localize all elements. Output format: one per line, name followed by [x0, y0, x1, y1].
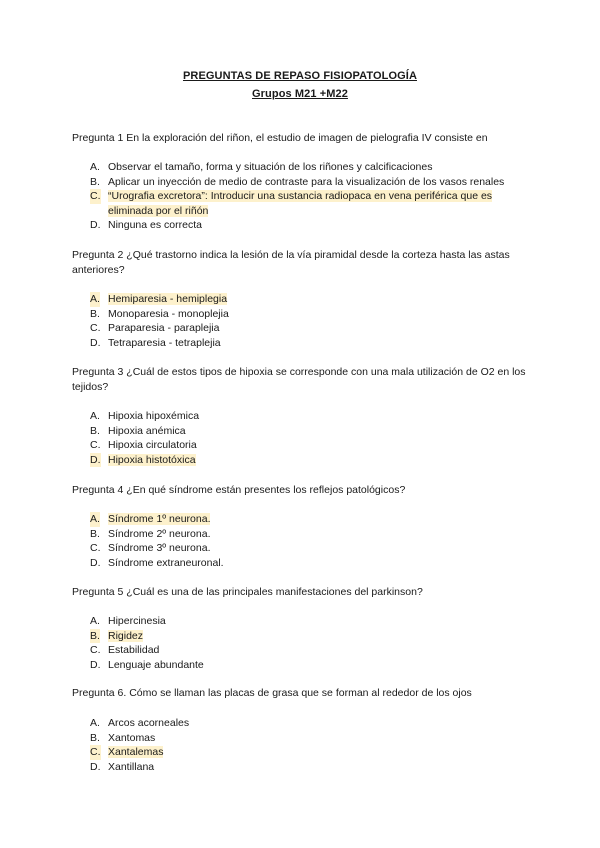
- option-text: Ninguna es correcta: [108, 219, 202, 232]
- question-5-options: [90, 614, 535, 672]
- option-letter: D.: [90, 760, 101, 773]
- option-text: Hipoxia anémica: [108, 424, 186, 437]
- option-text: Hipoxia hipoxémica: [108, 410, 200, 422]
- question-4-text: Pregunta 4 ¿En qué síndrome están presentes los reflejos patológicos?: [72, 484, 406, 496]
- question-3-text: Pregunta 3 ¿Cuál de estos tipos de hipoxia se corresponde con una mala utilización de O2 en los tejidos?: [72, 366, 526, 393]
- question-2-text: Pregunta 2 ¿Qué trastorno indica la lesión de la vía piramidal desde la corteza hasta las astas anteriores?: [72, 249, 510, 276]
- option-d: [90, 556, 535, 571]
- option-a: [90, 160, 535, 175]
- question-4-options: [90, 512, 535, 570]
- option-text: Arcos acorneales: [108, 717, 190, 729]
- option-text: Hipercinesia: [108, 615, 166, 627]
- option-d: [90, 658, 535, 673]
- option-text: Hipoxia circulatoria: [108, 439, 197, 452]
- option-b: [90, 527, 535, 542]
- option-letter: A.: [90, 717, 100, 729]
- option-c: [90, 438, 535, 453]
- option-text-highlighted: Síndrome 1º neurona.: [108, 513, 211, 525]
- option-a-correct: [90, 512, 535, 527]
- option-letter: B.: [90, 424, 100, 437]
- option-letter: B.: [90, 731, 100, 744]
- option-d: [90, 336, 535, 351]
- option-c: [90, 643, 535, 658]
- option-letter: A.: [90, 410, 100, 422]
- option-c: [90, 321, 535, 336]
- option-letter: D.: [90, 336, 101, 349]
- option-letter: A.: [90, 615, 100, 627]
- option-text-highlighted: Hemiparesia - hemiplegia: [108, 293, 228, 305]
- option-c-correct: [90, 189, 535, 218]
- question-6-options: [90, 716, 535, 774]
- option-d: [90, 760, 535, 775]
- option-text: Síndrome 3º neurona.: [108, 542, 211, 555]
- option-text-highlighted: Hipoxia histotóxica: [108, 453, 196, 466]
- document-subtitle: Grupos M21 +M22: [252, 88, 348, 100]
- option-letter: C.: [90, 322, 101, 335]
- option-letter: A.: [90, 161, 100, 173]
- option-b: [90, 731, 535, 746]
- option-letter: A.: [90, 513, 100, 525]
- question-1-options: [90, 160, 535, 233]
- option-letter: B.: [90, 629, 100, 642]
- option-letter: D.: [90, 219, 101, 232]
- option-letter: C.: [90, 746, 101, 759]
- option-b: [90, 424, 535, 439]
- option-text: Xantillana: [108, 760, 155, 773]
- option-text: Observar el tamaño, forma y situación de los riñones y calcificaciones: [108, 161, 433, 173]
- option-text: Xantomas: [108, 731, 156, 744]
- option-letter: B.: [90, 527, 100, 540]
- option-letter: C.: [90, 439, 101, 452]
- option-letter: D.: [90, 658, 101, 671]
- option-letter: C.: [90, 190, 101, 203]
- question-6-text: Pregunta 6. Cómo se llaman las placas de grasa que se forman al rededor de los ojos: [72, 687, 472, 699]
- option-text: Estabilidad: [108, 644, 160, 657]
- option-b-correct: [90, 629, 535, 644]
- question-2-options: [90, 292, 535, 350]
- option-c-correct: [90, 745, 535, 760]
- option-a: [90, 409, 535, 424]
- option-b: [90, 307, 535, 322]
- option-text: Paraparesia - paraplejia: [108, 322, 220, 335]
- question-1-text: Pregunta 1 En la exploración del riñon, el estudio de imagen de pielografia IV consiste en: [72, 132, 488, 144]
- option-a-correct: [90, 292, 535, 307]
- option-text-highlighted: Xantalemas: [108, 746, 164, 759]
- option-a: [90, 716, 535, 731]
- option-letter: B.: [90, 175, 100, 188]
- option-letter: D.: [90, 556, 101, 569]
- option-text-highlighted: Rigidez: [108, 629, 144, 642]
- option-text: Síndrome 2º neurona.: [108, 527, 211, 540]
- option-letter: A.: [90, 293, 100, 305]
- option-letter: D.: [90, 453, 101, 466]
- option-text: Síndrome extraneuronal.: [108, 556, 224, 569]
- option-text: Tetraparesia - tetraplejia: [108, 336, 221, 349]
- option-a: [90, 614, 535, 629]
- option-letter: C.: [90, 542, 101, 555]
- option-letter: C.: [90, 644, 101, 657]
- option-c: [90, 541, 535, 556]
- option-d-correct: [90, 453, 535, 468]
- option-text: Lenguaje abundante: [108, 658, 204, 671]
- option-letter: B.: [90, 307, 100, 320]
- question-5-text: Pregunta 5 ¿Cuál es una de las principales manifestaciones del parkinson?: [72, 586, 423, 598]
- option-text: Monoparesia - monoplejia: [108, 307, 229, 320]
- option-text: Aplicar un inyección de medio de contraste para la visualización de los vasos renales: [108, 175, 505, 188]
- document-title: PREGUNTAS DE REPASO FISIOPATOLOGÍA: [182, 70, 417, 82]
- option-d: [90, 218, 535, 233]
- option-text-highlighted: “Urografia excretora”: Introducir una sustancia radiopaca en vena periférica que es eliminada por el riñón: [108, 190, 493, 217]
- option-b: [90, 175, 535, 190]
- question-3-options: [90, 409, 535, 467]
